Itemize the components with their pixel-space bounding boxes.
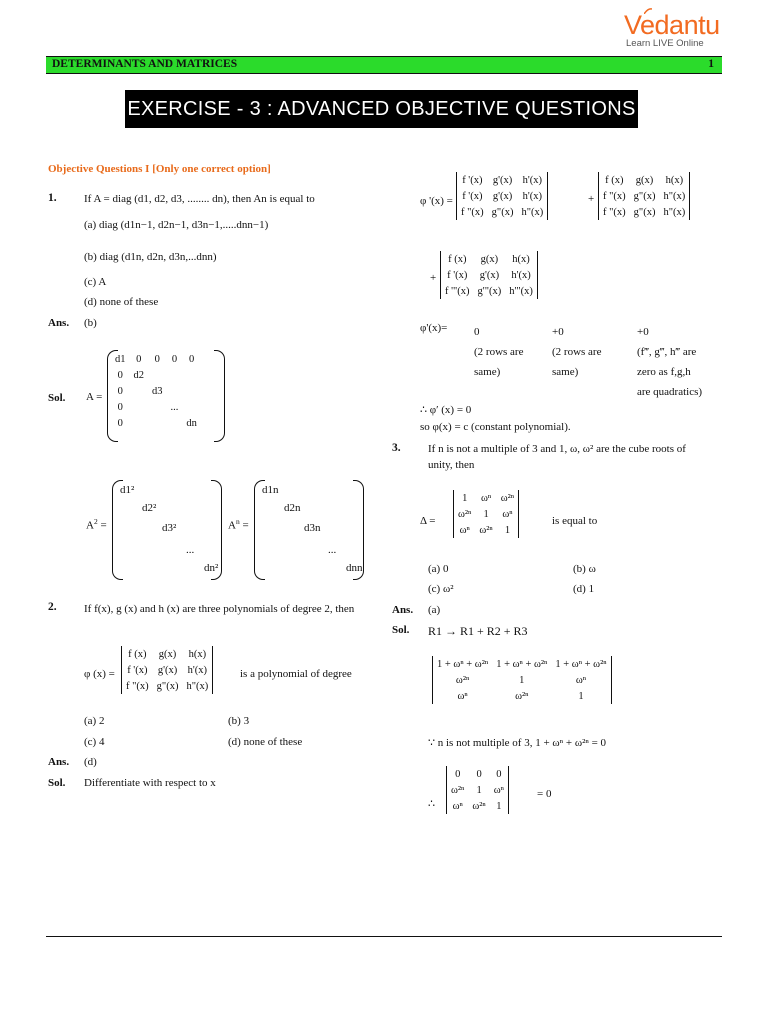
q2-answer: (d) [84,756,97,768]
term-1 [474,322,523,382]
q3-option-d: (d) 1 [573,583,595,595]
det-cell: 1 [519,674,525,686]
det-cell: g(x) [635,174,654,186]
det-cell: g'(x) [492,190,513,202]
det-cell: 1 [578,690,584,702]
q3-answer: (a) [428,604,441,616]
det-cell: ωⁿ [452,800,463,812]
matrix-a-cell [182,399,201,415]
q1-ans-label: Ans. [48,317,70,329]
brand-tagline: Learn LIVE Online [626,38,704,49]
a-squared-matrix [118,482,218,578]
det-cell: h(x) [665,174,684,186]
term-2-note: same) [552,366,579,378]
phi-label: φ (x) = [84,668,115,680]
brand-name: Vedantu [624,10,720,40]
matrix-a-cell [167,383,183,399]
q2-text: If f(x), g (x) and h (x) are three polynomials of degree 2, then [84,603,355,615]
det-cell: g(x) [480,253,499,265]
section-heading: Objective Questions I [Only one correct option] [48,163,271,175]
q2-sol-label: Sol. [48,777,66,789]
term-1-value: 0 [474,326,480,338]
det-cell: 1 [462,492,468,504]
conclusion-1: ∴ φ′ (x) = 0 [420,404,472,416]
matrix-a-cell: d2 [133,369,144,381]
det-cell: ω²ⁿ [458,508,472,520]
q2-option-b: (b) 3 [228,715,250,727]
matrix-a-cell [148,367,167,383]
det-cell: g(x) [158,648,177,660]
det-cell: f "(x) [603,190,626,202]
q2-det-suffix: is a polynomial of degree [240,668,352,680]
delta-label: Δ = [420,515,436,527]
a-power-n-matrix [260,482,363,578]
page-number: 1 [708,58,714,70]
matrix-a-label: A = [86,391,103,403]
q3-det-suffix: is equal to [552,515,598,527]
q2-number: 2. [48,601,57,613]
det-cell: ωⁿ [459,524,470,536]
det-cell: f '(x) [127,664,148,676]
det-cell: f "(x) [603,206,626,218]
an-entry: d1n [262,484,279,496]
an-entry: d2n [284,502,301,514]
det-cell: g"(x) [633,206,656,218]
det-cell: 0 [476,768,482,780]
derivative-det-2 [598,172,690,220]
chapter-bar [46,56,722,74]
q3-number: 3. [392,442,401,454]
det-cell: h"(x) [663,190,686,202]
term-3-note: are quadratics) [637,386,703,398]
det-cell: f (x) [448,253,467,265]
q1-option-b: (b) diag (d1n, d2n, d3n,...dnn) [84,251,217,263]
det-cell: h'(x) [511,269,531,281]
term-3 [637,322,702,402]
q1-text: If A = diag (d1, d2, d3, ........ dn), then An is equal to [84,193,315,205]
an-entry: d3n [304,522,321,534]
det-cell: 0 [455,768,461,780]
det-cell: g"(x) [633,190,656,202]
det-cell: h"(x) [663,206,686,218]
matrix-a-right-bracket [214,350,225,442]
a-power-n-label: $A^n$ = [228,517,249,532]
q1-option-d: (d) none of these [84,296,159,308]
q1-sol-label: Sol. [48,392,66,404]
matrix-a [111,351,201,431]
term-3-value: +0 [637,326,649,338]
q1-answer: (b) [84,317,97,329]
det-cell: h'(x) [187,664,208,676]
matrix-a-cell [167,367,183,383]
term-3-note: zero as f,g,h [637,366,691,378]
footer-rule [46,936,722,937]
matrix-a-cell: 0 [117,385,123,397]
matrix-a-cell [130,399,149,415]
therefore-sign: ∴ [428,798,435,810]
q2-option-a: (a) 2 [84,715,105,727]
det-cell: g'"(x) [477,285,502,297]
q3-det3-suffix: = 0 [537,788,552,800]
det-cell: f '(x) [462,174,483,186]
det-cell: 1 + ωⁿ + ω²ⁿ [496,658,548,670]
matrix-a-cell: 0 [117,401,123,413]
det-cell: ω²ⁿ [515,690,529,702]
det-cell: h(x) [512,253,530,265]
det-cell: h'(x) [522,174,543,186]
matrix-a-cell: 0 [189,353,195,365]
matrix-a-cell [130,415,149,431]
det-cell: f "(x) [126,680,149,692]
q1-option-a: (a) diag (d1n−1, d2n−1, d3n−1,.....dnn−1) [84,219,269,231]
matrix-a-cell: 0 [117,417,123,429]
matrix-a-cell: dn [186,417,197,429]
det-cell: ω²ⁿ [455,674,470,686]
plus-sign: + [588,193,595,205]
conclusion-2: so φ(x) = c (constant polynomial). [420,421,571,433]
term-3-note: (f‴, g‴, h‴ are [637,346,697,358]
det-cell: h'(x) [522,190,543,202]
matrix-a-cell [182,367,201,383]
det-cell: g'(x) [157,664,178,676]
matrix-a-cell: 0 [154,353,160,365]
q2-sol-text: Differentiate with respect to x [84,777,216,789]
q3-option-b: (b) ω [573,563,596,575]
matrix-a-cell: 0 [171,353,178,365]
q3-text-line2: unity, then [428,459,475,471]
vedantu-logo [624,10,728,49]
matrix-a-cell [130,383,149,399]
det-cell: 0 [496,768,502,780]
det-cell: 1 [496,800,502,812]
a2-entry: d3² [162,522,177,534]
an-entry: ... [328,544,337,556]
q3-sol-label: Sol. [392,624,410,636]
det-cell: g"(x) [491,206,514,218]
matrix-a-cell: d3 [152,385,163,397]
det-cell: f (x) [605,174,624,186]
term-1-note: (2 rows are [474,346,524,358]
q2-option-c: (c) 4 [84,736,105,748]
det-cell: ω²ⁿ [472,800,486,812]
det-cell: 1 [504,524,511,536]
q3-determinant [453,490,519,538]
det-cell: ωⁿ [493,784,504,796]
q3-row-operation: R1 → R1 + R2 + R3 [428,624,528,638]
matrix-a-cell [182,383,201,399]
q2-ans-label: Ans. [48,756,70,768]
term-2-value: +0 [552,326,564,338]
a2-entry: d2² [142,502,157,514]
det-cell: 1 [476,784,482,796]
det-cell: g'(x) [492,174,513,186]
exercise-title: EXERCISE - 3 : ADVANCED OBJECTIVE QUESTIONS [125,90,638,128]
det-cell: ω²ⁿ [500,492,515,504]
det-cell: f (x) [128,648,147,660]
det-cell: ω²ⁿ [451,784,465,796]
det-cell: g"(x) [156,680,179,692]
matrix-a-cell [167,415,183,431]
q3-option-a: (a) 0 [428,563,449,575]
logo-accent-icon [644,8,652,14]
det-cell: ωⁿ [480,492,492,504]
term-2 [552,322,601,382]
a-squared-label: $A^2$ = [86,517,107,532]
chapter-title: DETERMINANTS AND MATRICES [52,58,238,70]
a2-entry: d1² [120,484,135,496]
det-cell: f '(x) [462,190,483,202]
det-cell: ωⁿ [502,508,513,520]
phi-prime-label: φ '(x) = [420,195,453,207]
derivative-det-3 [440,251,538,299]
det-cell: f "(x) [461,206,484,218]
det-cell: 1 + ωⁿ + ω²ⁿ [437,658,489,670]
derivative-det-1 [456,172,548,220]
det-cell: ωⁿ [457,690,468,702]
q3-because-line: ∵ n is not multiple of 3, 1 + ωⁿ + ω²ⁿ = 0 [428,737,607,749]
det-cell: f '"(x) [445,285,470,297]
det-cell: g'(x) [479,269,500,281]
det-cell: 1 + ωⁿ + ω²ⁿ [555,658,607,670]
phi-prime-eq: φ'(x)= [420,322,448,334]
q3-determinant-2 [432,656,612,704]
det-cell: h(x) [188,648,207,660]
q3-determinant-3 [446,766,509,814]
det-cell: f '(x) [447,269,468,281]
plus-sign: + [430,272,437,284]
matrix-a-cell: ... [170,401,179,413]
q2-option-d: (d) none of these [228,736,303,748]
det-cell: h"(x) [186,680,209,692]
matrix-a-cell [148,415,167,431]
q3-text-line1: If n is not a multiple of 3 and 1, ω, ω² are the cube roots of [428,443,686,455]
a2-entry: ... [186,544,195,556]
matrix-a-cell: 0 [117,369,123,381]
matrix-a-cell [148,399,167,415]
det-cell: h'"(x) [509,285,533,297]
q1-option-c: (c) A [84,276,107,288]
an-entry: dnn [346,562,363,574]
term-1-note: same) [474,366,501,378]
det-cell: h"(x) [521,206,544,218]
matrix-a-cell: d1 [115,353,126,365]
term-2-note: (2 rows are [552,346,602,358]
det-cell: ωⁿ [575,674,587,686]
q3-ans-label: Ans. [392,604,414,616]
q3-option-c: (c) ω² [428,583,454,595]
matrix-a-cell: 0 [136,353,142,365]
q2-determinant [121,646,213,694]
det-cell: 1 [483,508,489,520]
a2-entry: dn² [204,562,219,574]
q1-number: 1. [48,192,57,204]
det-cell: ω²ⁿ [479,524,493,536]
